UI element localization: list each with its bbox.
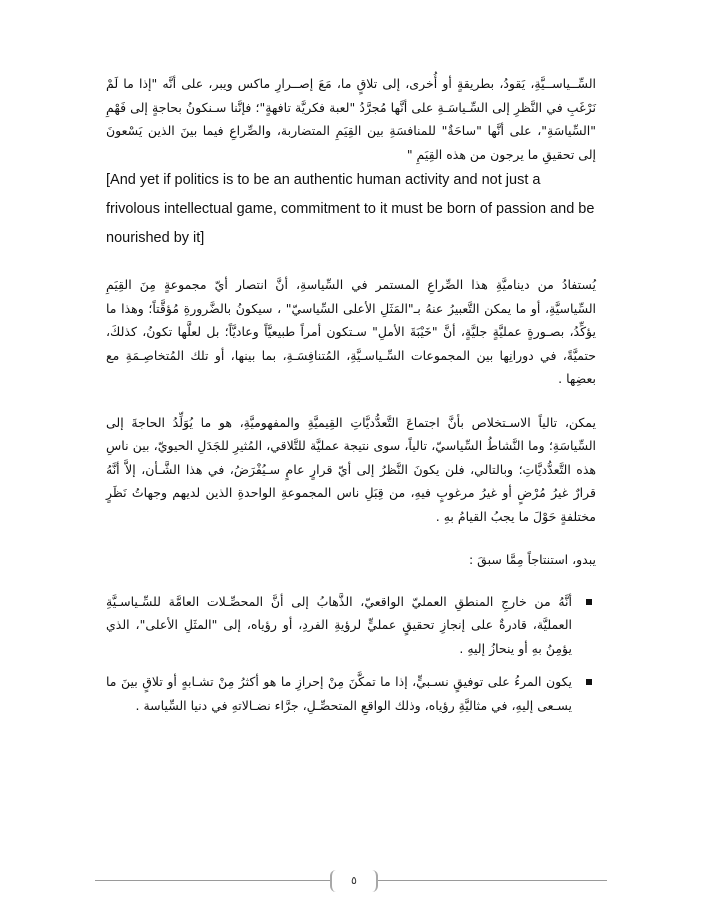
bullet-text: يكون المرءُ على توفيقٍ نسـبيٍّ، إذا ما تمكَّنَ مِنْ إحرازِ ما هو أكثرُ مِنْ تشـابهٍ أو تلاقٍ بينَ ما يسـعى إليهِ، في مثاليَّةِ رؤياه، وذلك الواقعِ المتحصِّـلِ، جرَّاء نضـالاتهِ في دنيا السِّياسة .: [106, 674, 572, 713]
square-bullet-icon: [586, 599, 592, 605]
bullet-text: أنَّهُ من خارجِ المنطقِ العمليّ الواقعيّ، الذَّهابُ إلى أنَّ المحصِّـلات العامَّة للسِّـياسـيَّةِ العمليَّة، قادرةٌ على إنجازِ تحقيقٍ عمليٍّ لرؤيةِ الفردِ، أو رؤياه، إلى "المثَلِ الأعلى"، الذي يؤمِنُ بهِ أو ينحازُ إليهِ .: [106, 593, 572, 656]
paragraph-1: السِّــياســيَّةِ، يَقودُ، بطريقةٍ أو أُخرى، إلى تلاقٍ ما، مَعَ إصــرارِ ماكس ويبر، على أنَّه "إذا ما لَمْ نَرْغَبِ في النَّظرِ إلى السِّـياسَـةِ على أنَّها مُجرَّدُ "لعبة فكريَّة تافهةٍ"؛ فإنَّنا سـنكونُ بحاجةٍ إلى فَهْمِ "السِّياسَةِ"، على أنَّها "ساحَةٌ" للمنافسَةِ بين القِيَمِ المتضاربة، والصِّراعِ فيما بينَ الذين يَسْعونَ إلى تحقيقِ ما يرجون من هذه القِيَمِ ": [106, 76, 596, 162]
page-number: ٥: [351, 874, 357, 887]
english-quote: [And yet if politics is to be an authentic human activity and not just a frivolous intellectual game, commitment to it must be born of passion and be nourished by it]: [106, 172, 595, 246]
list-item: [106, 670, 596, 717]
paragraph-3: يمكن، تالياً الاسـتخلاص بأنَّ اجتماعَ التَّعدُّديَّاتِ القِيميَّةِ والمفهوميَّةِ، هو ما يُوَلِّدُ الحاجةَ إلى السِّياسَةِ؛ وما النَّشاطُ السِّياسيّ، تالياً، سوى نتيجة عمليَّة للتَّلاقي، المُثيرِ للجَدَلِ الحيويّ، بين ناسِ هذه التَّعدُّديَّاتِ؛ وبالتالي، فلن يكونَ النَّظرُ إلى أيّ قرارٍ عامٍ سـيُفْرَضُ، في هذا الشَّـأن، إلاَّ أنَّهُ قرارٌ غيرُ مُرْضٍ أو غيرُ مرغوبٍ فيهِ، من قِبَلِ ناس المجموعةِ الواحدةِ الذين لديهم وجهاتُ نَظَرٍ مختلفةٍ حَوْلَ ما يجبُ القيامُ بهِ .: [106, 414, 596, 524]
page-number-box: [330, 870, 378, 892]
paragraph-2: يُستفادُ من ديناميَّةِ هذا الصِّراعِ المستمر في السِّياسةِ، أنَّ انتصار أيّ مجموعةٍ مِنَ القِيَمِ السِّياسيَّةِ، أو ما يمكن التَّعبيرُ عنهُ بـ"المَثَلِ الأعلى السِّياسيّ" ، سيكونُ بالضَّرورةِ مُؤقَّتاً؛ وهذا ما يؤكِّدُ، بصـورةٍ عمليَّةٍ جليَّةٍ، أنَّ "خَيْبَةَ الأملِ" سـتكون أمراً طبيعيَّاً وعاديَّاً؛ بل لعلَّها تكونُ، كذلكَ، حتميَّةً، في دورانِها بين المجموعات السِّـياسـيَّةِ، المُتنافِسَـةِ، بما بينها، أو تلك المُتخاصِـمَةِ مع بعضِها .: [106, 277, 596, 386]
square-bullet-icon: [586, 679, 592, 685]
paragraph-4: يبدو، استنتاجاً مِمَّا سبقَ :: [469, 552, 596, 567]
document-body: [106, 72, 596, 727]
bullet-list: [106, 590, 596, 718]
list-item: [106, 590, 596, 661]
